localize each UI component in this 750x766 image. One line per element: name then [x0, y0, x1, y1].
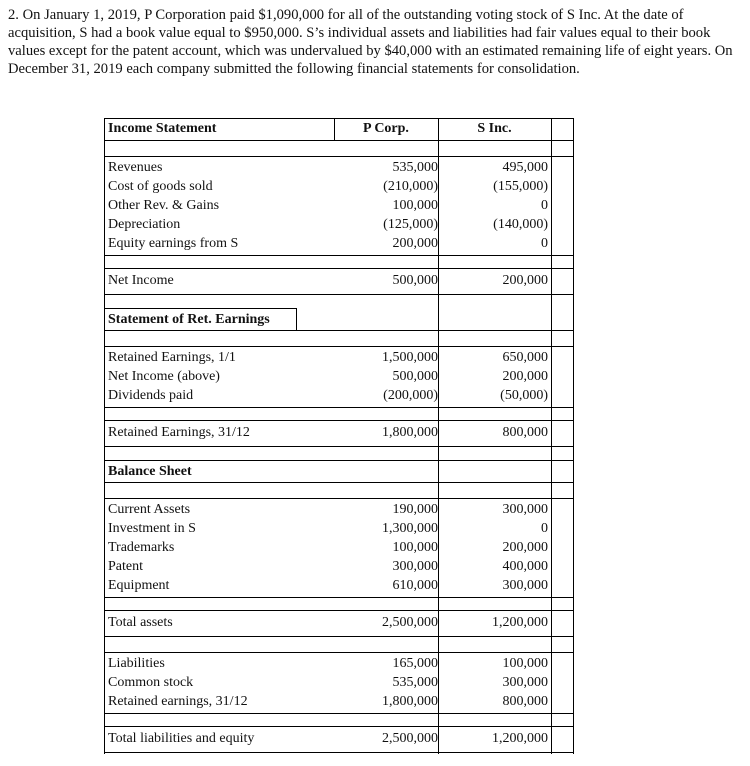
s-value: 800,000	[502, 694, 548, 709]
table-row	[104, 674, 574, 692]
row-label: Total liabilities and equity	[108, 731, 255, 746]
row-label: Other Rev. & Gains	[108, 198, 220, 213]
financial-statements-table	[104, 118, 574, 754]
s-value: 0	[541, 236, 548, 251]
p-value: 190,000	[392, 502, 438, 517]
total-assets-row	[104, 614, 574, 632]
row-label: Cost of goods sold	[108, 179, 213, 194]
s-value: 300,000	[502, 675, 548, 690]
net-income-row	[104, 272, 574, 290]
row-label: Current Assets	[108, 502, 191, 517]
row-label: Revenues	[108, 160, 163, 175]
s-value: (140,000)	[493, 217, 548, 232]
rule	[104, 597, 574, 598]
retained-earnings-title: Statement of Ret. Earnings	[108, 312, 270, 327]
row-label: Retained Earnings, 1/1	[108, 350, 236, 365]
rule	[104, 156, 574, 157]
table-row	[104, 501, 574, 519]
rule	[104, 713, 574, 714]
p-value: (210,000)	[383, 179, 438, 194]
rule	[104, 407, 574, 408]
s-value: (155,000)	[493, 179, 548, 194]
section-title-row	[104, 463, 574, 481]
s-value: 650,000	[502, 350, 548, 365]
p-value: (125,000)	[383, 217, 438, 232]
rule	[104, 482, 574, 483]
section-title-row	[104, 311, 574, 329]
p-value: 500,000	[392, 369, 438, 384]
table-row	[104, 387, 574, 405]
p-value: 200,000	[392, 236, 438, 251]
row-label: Retained earnings, 31/12	[108, 694, 248, 709]
rule	[104, 446, 574, 447]
table-row	[104, 655, 574, 673]
p-value: 2,500,000	[382, 731, 438, 746]
p-value: 1,300,000	[382, 521, 438, 536]
row-label: Net Income (above)	[108, 369, 220, 384]
rule	[104, 752, 574, 753]
problem-statement: 2. On January 1, 2019, P Corporation paid $1,090,000 for all of the outstanding voting stock of S Inc. At the date of acquisition, S had a book value equal to $950,000. S’s individual assets and liabilities had fair values equal to their book values except for the patent account, which was undervalued by $40,000 with an estimated remaining life of eight years. On December 31, 2019 each company submitted the following financial statements for consolidation.	[8, 7, 733, 77]
rule	[104, 610, 574, 611]
row-label: Liabilities	[108, 656, 165, 671]
p-value: 535,000	[392, 675, 438, 690]
income-statement-title: Income Statement	[108, 121, 217, 136]
rule	[104, 420, 574, 421]
row-label: Net Income	[108, 273, 174, 288]
s-value: 800,000	[502, 425, 548, 440]
row-label: Depreciation	[108, 217, 181, 232]
p-value: 100,000	[392, 540, 438, 555]
s-value: 400,000	[502, 559, 548, 574]
s-value: 300,000	[502, 502, 548, 517]
row-label: Common stock	[108, 675, 194, 690]
rule	[104, 330, 574, 331]
s-value: 495,000	[502, 160, 548, 175]
p-value: 2,500,000	[382, 615, 438, 630]
header-row	[104, 120, 574, 138]
table-row	[104, 368, 574, 386]
s-value: 1,200,000	[492, 731, 548, 746]
s-value: 0	[541, 521, 548, 536]
table-row	[104, 577, 574, 595]
rule	[104, 498, 574, 499]
table-row	[104, 558, 574, 576]
s-value: (50,000)	[500, 388, 548, 403]
table-row	[104, 197, 574, 215]
retained-earnings-total-row	[104, 424, 574, 442]
p-corp-header: P Corp.	[363, 121, 409, 136]
rule	[104, 140, 574, 141]
rule	[104, 460, 574, 461]
p-value: 100,000	[392, 198, 438, 213]
table-row	[104, 349, 574, 367]
rule	[104, 118, 574, 119]
p-value: 535,000	[392, 160, 438, 175]
p-value: 300,000	[392, 559, 438, 574]
rule	[104, 652, 574, 653]
p-value: 1,800,000	[382, 694, 438, 709]
s-value: 0	[541, 198, 548, 213]
table-row	[104, 159, 574, 177]
p-value: (200,000)	[383, 388, 438, 403]
s-value: 300,000	[502, 578, 548, 593]
row-label: Dividends paid	[108, 388, 194, 403]
row-label: Total assets	[108, 615, 173, 630]
rule	[104, 255, 574, 256]
rule	[104, 294, 574, 295]
row-label: Trademarks	[108, 540, 175, 555]
row-label: Retained Earnings, 31/12	[108, 425, 250, 440]
table-row	[104, 539, 574, 557]
s-value: 1,200,000	[492, 615, 548, 630]
table-row	[104, 520, 574, 538]
row-label: Patent	[108, 559, 143, 574]
rule	[104, 346, 574, 347]
table-row	[104, 178, 574, 196]
balance-sheet-title: Balance Sheet	[108, 464, 192, 479]
total-liabilities-row	[104, 730, 574, 748]
p-value: 500,000	[392, 273, 438, 288]
rule	[104, 726, 574, 727]
rule	[104, 636, 574, 637]
row-label: Equity earnings from S	[108, 236, 239, 251]
p-value: 165,000	[392, 656, 438, 671]
p-value: 1,500,000	[382, 350, 438, 365]
table-row	[104, 216, 574, 234]
p-value: 1,800,000	[382, 425, 438, 440]
s-value: 200,000	[502, 540, 548, 555]
s-value: 200,000	[502, 273, 548, 288]
rule	[104, 308, 296, 309]
s-inc-header: S Inc.	[477, 121, 512, 136]
s-value: 100,000	[502, 656, 548, 671]
table-row	[104, 235, 574, 253]
row-label: Equipment	[108, 578, 170, 593]
p-value: 610,000	[392, 578, 438, 593]
s-value: 200,000	[502, 369, 548, 384]
row-label: Investment in S	[108, 521, 196, 536]
table-row	[104, 693, 574, 711]
rule	[104, 268, 574, 269]
